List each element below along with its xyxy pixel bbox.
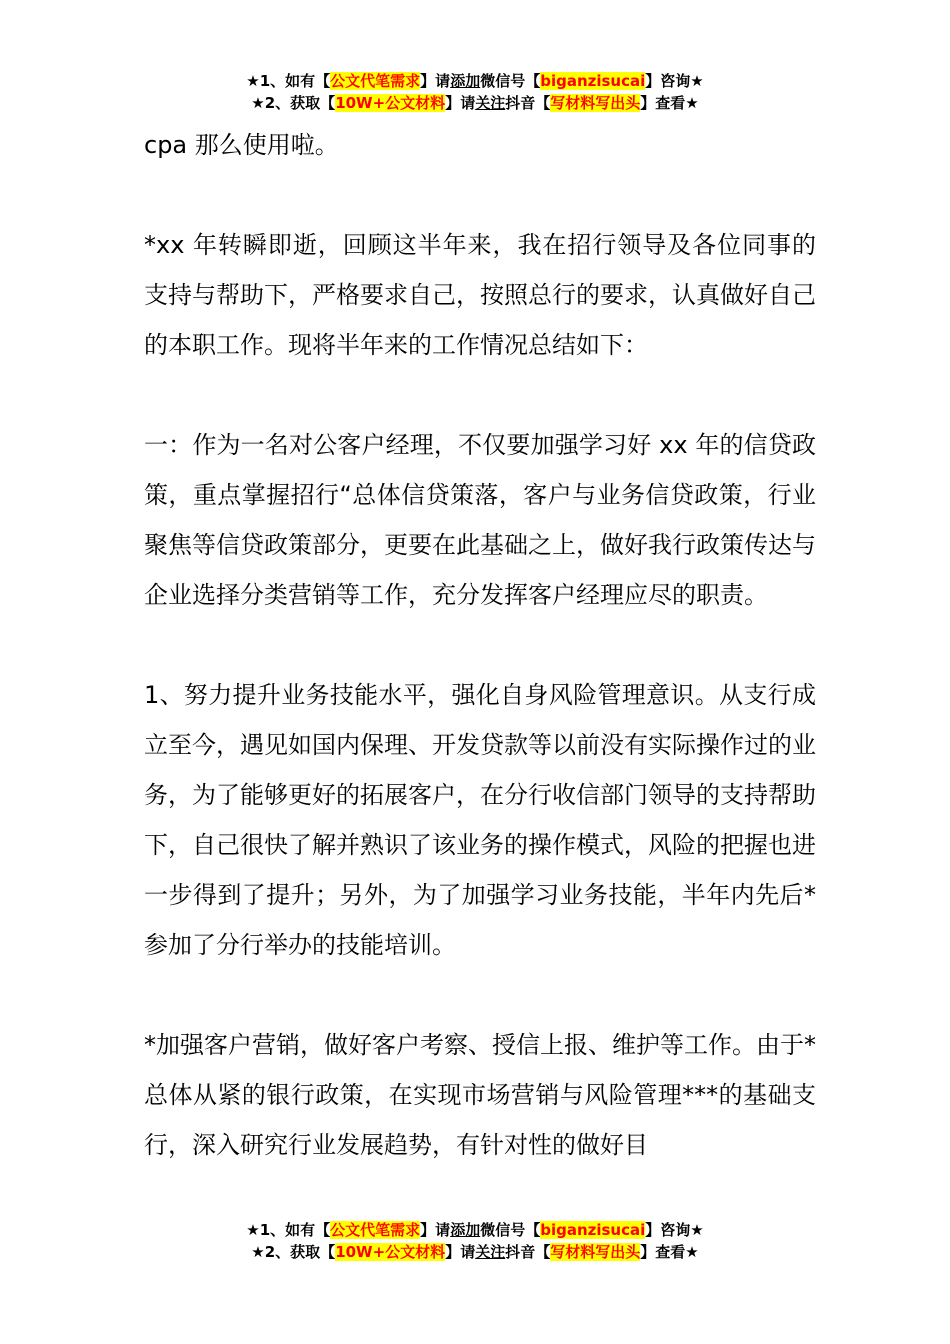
paragraph-gap [144,970,816,1020]
banner-text: 】请 [445,94,476,112]
banner-line-2 [0,1241,950,1263]
banner-text: 】咨询★ [645,72,704,90]
highlight-text: 10W+公文材料 [335,94,446,112]
banner-text: 】查看★ [640,1243,699,1261]
underlined-text: 添加 [450,72,481,90]
paragraph: cpa 那么使用啦。 [144,131,339,159]
paragraph: 1、努力提升业务技能水平，强化自身风险管理意识。从支行成立至今，遇见如国内保理、开发贷款等以前没有实际操作过的业务，为了能够更好的拓展客户，在分行收信部门领导的支持帮助下，自己很快了解并熟识了该业务的操作模式，风险的把握也进一步得到了提升；另外，为了加强学习业务技能，半年内先后*参加了分行举办的技能培训。 [144,681,816,959]
highlight-text: 公文代笔需求 [330,1221,421,1239]
wechat-id: biganzisucai [540,72,646,90]
douyin-account: 写材料写出头 [550,1243,641,1261]
paragraph: 一：作为一名对公客户经理，不仅要加强学习好 xx 年的信贷政策，重点掌握招行“总体信贷策落，客户与业务信贷政策，行业聚焦等信贷政策部分，更要在此基础之上，做好我行政策传达与企业选择分类营销等工作，充分发挥客户经理应尽的职责。 [144,431,816,609]
highlight-text: 10W+公文材料 [335,1243,446,1261]
banner-text: 】请 [420,72,451,90]
paragraph: *加强客户营销，做好客户考察、授信上报、维护等工作。由于*总体从紧的银行政策，在实现市场营销与风险管理***的基础支行，深入研究行业发展趋势，有针对性的做好目 [144,1031,816,1159]
douyin-account: 写材料写出头 [550,94,641,112]
underlined-text: 关注 [475,1243,506,1261]
banner-text: ★2、获取【 [251,94,336,112]
banner-line-1 [0,70,950,92]
document-body [144,120,816,1170]
top-banner [0,70,950,114]
underlined-text: 添加 [450,1221,481,1239]
banner-text: 】请 [420,1221,451,1239]
banner-text: 】查看★ [640,94,699,112]
banner-text: ★1、如有【 [246,1221,331,1239]
bottom-banner [0,1219,950,1263]
paragraph-gap [144,370,816,420]
paragraph-gap [144,620,816,670]
paragraph: *xx 年转瞬即逝，回顾这半年来，我在招行领导及各位同事的支持与帮助下，严格要求自己，按照总行的要求，认真做好自己的本职工作。现将半年来的工作情况总结如下： [144,231,816,359]
banner-text: 抖音【 [505,94,551,112]
wechat-id: biganzisucai [540,1221,646,1239]
banner-text: ★1、如有【 [246,72,331,90]
banner-text: ★2、获取【 [251,1243,336,1261]
banner-line-2 [0,92,950,114]
banner-text: 】咨询★ [645,1221,704,1239]
banner-text: 微信号【 [480,72,541,90]
banner-line-1 [0,1219,950,1241]
banner-text: 】请 [445,1243,476,1261]
underlined-text: 关注 [475,94,506,112]
paragraph-gap [144,170,816,220]
banner-text: 微信号【 [480,1221,541,1239]
banner-text: 抖音【 [505,1243,551,1261]
highlight-text: 公文代笔需求 [330,72,421,90]
